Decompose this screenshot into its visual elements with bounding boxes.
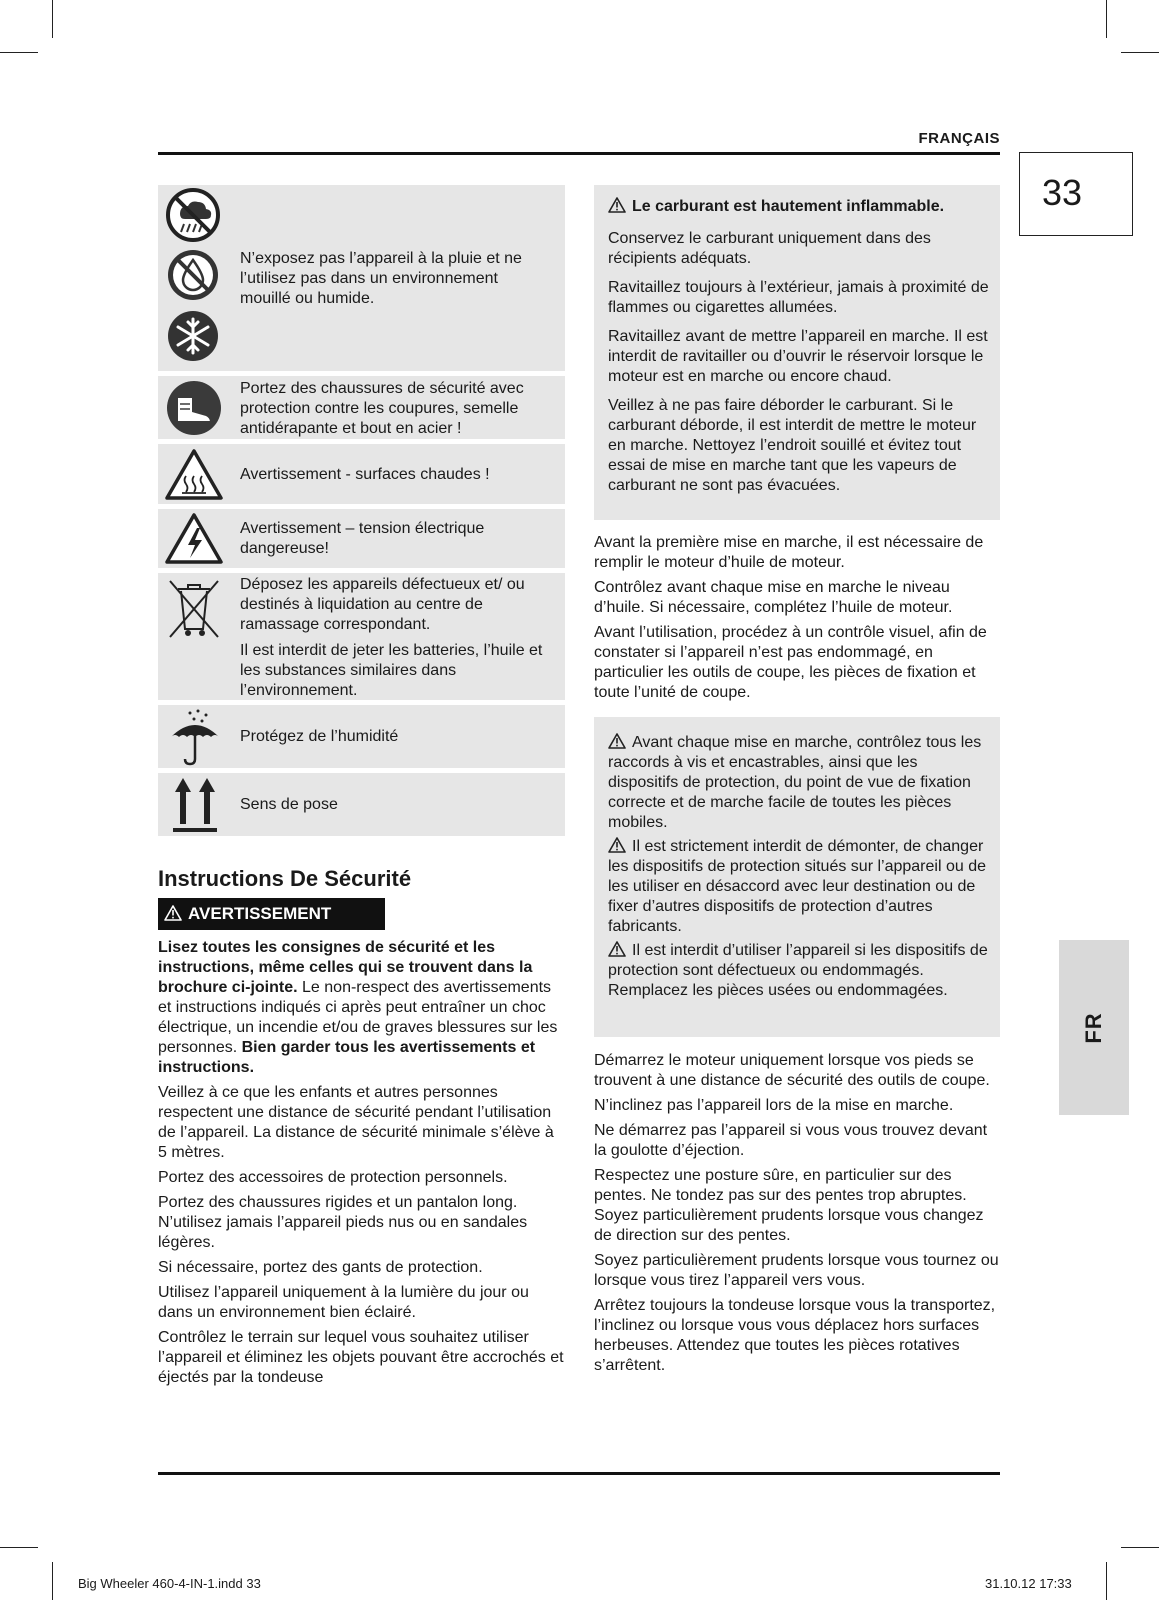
symbol-text: Avertissement – tension électrique dangereuse! <box>240 520 485 557</box>
safety-paragraph: Si nécessaire, portez des gants de protection. <box>158 1259 483 1276</box>
symbol-text: Il est interdit de jeter les batteries, l’huile et les substances similaires dans l’environnement. <box>240 642 543 699</box>
body-paragraph: Contrôlez avant chaque mise en marche le niveau d’huile. Si nécessaire, complétez l’huile de moteur. <box>594 579 953 616</box>
intro-text: Le non-respect des avertissements et instructions indiqués ci après peut entraîner un choc électrique, un incendie et/ou de graves blessures sur les personnes. <box>158 979 558 1056</box>
warning-triangle-icon <box>608 733 626 749</box>
symbol-row-boots <box>158 376 565 439</box>
fuel-box-title-line <box>608 197 990 217</box>
body-paragraph: Soyez particulièrement prudents lorsque vous tournez ou lorsque vous tirez l’appareil vers vous. <box>594 1252 999 1289</box>
no-water-icon <box>166 248 220 302</box>
symbol-row-weather <box>158 185 565 371</box>
top-rule <box>158 152 1000 155</box>
crop-mark <box>52 1562 53 1600</box>
check-item <box>608 941 990 1001</box>
body-paragraph: Arrêtez toujours la tondeuse lorsque vous la transportez, l’inclinez ou lorsque vous vous déplacez hors surfaces herbeuses. Attendez que toutes les pièces rotatives s’arrêtent. <box>594 1297 996 1374</box>
operation-text-column <box>594 1051 1000 1381</box>
body-paragraph: Avant la première mise en marche, il est nécessaire de remplir le moteur d’huile de moteur. <box>594 534 984 571</box>
safety-intro <box>158 938 565 1078</box>
fuel-warning-box <box>594 185 1000 520</box>
bottom-rule <box>158 1472 1000 1475</box>
check-warning-box <box>594 717 1000 1037</box>
crop-mark <box>0 52 38 53</box>
body-paragraph: Respectez une posture sûre, en particulier sur des pentes. Ne tondez pas sur des pentes trop abruptes. Soyez particulièrement prudents lorsque vous changez de direction sur des pentes. <box>594 1167 984 1244</box>
crop-mark <box>52 0 53 38</box>
symbol-row-moisture <box>158 705 565 768</box>
symbol-text: N’exposez pas l’appareil à la pluie et ne l’utilisez pas dans un environnement mouillé ou humide. <box>240 250 522 307</box>
warning-triangle-icon <box>608 197 626 213</box>
page-number: 33 <box>1019 152 1133 236</box>
no-rain-icon <box>166 188 220 242</box>
hot-surface-warning-icon <box>164 448 224 502</box>
safety-boot-icon <box>166 380 222 436</box>
language-header: FRANÇAIS <box>918 130 1000 147</box>
oil-text-column <box>594 533 1000 708</box>
symbol-row-hot-surface <box>158 444 565 504</box>
crop-mark <box>1106 1562 1107 1600</box>
warning-triangle-icon <box>164 905 182 921</box>
fuel-paragraph: Ravitaillez toujours à l’extérieur, jamais à proximité de flammes ou cigarettes allumées. <box>608 279 989 316</box>
symbol-text: Portez des chaussures de sécurité avec protection contre les coupures, semelle antidérapante et bout en acier ! <box>240 380 524 437</box>
safety-paragraph: Utilisez l’appareil uniquement à la lumière du jour ou dans un environnement bien éclairé. <box>158 1284 529 1321</box>
safety-text-column <box>158 938 565 1393</box>
crossed-bin-icon <box>166 575 222 641</box>
fuel-box-title: Le carburant est hautement inflammable. <box>632 198 945 215</box>
crop-mark <box>1106 0 1107 38</box>
warning-triangle-icon <box>608 941 626 957</box>
check-item-text: Il est strictement interdit de démonter, de changer les dispositifs de protection situés sur l’appareil ou de les utiliser en désaccord avec leur destination ou de fixer d’autres dispositifs de protection d’autres fabricants. <box>608 838 986 935</box>
intro-bold-end: Bien garder tous les avertissements et instructions. <box>158 1039 536 1076</box>
symbol-text: Avertissement - surfaces chaudes ! <box>240 466 490 483</box>
crop-mark <box>1121 52 1159 53</box>
fuel-paragraph: Conservez le carburant uniquement dans des récipients adéquats. <box>608 230 931 267</box>
safety-paragraph: Contrôlez le terrain sur lequel vous souhaitez utiliser l’appareil et éliminez les objets pouvant être accrochés et éjectés par la tondeuse <box>158 1329 564 1386</box>
check-item <box>608 837 990 937</box>
check-item <box>608 733 990 833</box>
umbrella-icon <box>168 707 222 767</box>
this-way-up-icon <box>170 776 220 834</box>
symbol-text: Déposez les appareils défectueux et/ ou destinés à liquidation au centre de ramassage correspondant. <box>240 576 525 633</box>
warning-label-bar <box>158 898 385 930</box>
symbol-row-orientation <box>158 773 565 836</box>
footer-date: 31.10.12 17:33 <box>985 1576 1072 1591</box>
warning-label: AVERTISSEMENT <box>188 904 332 923</box>
crop-mark <box>0 1547 38 1548</box>
symbol-row-disposal <box>158 573 565 700</box>
intro-bold: Lisez toutes les consignes de sécurité et les instructions, même celles qui se trouvent dans la brochure ci-jointe. <box>158 939 533 996</box>
check-item-text: Il est interdit d’utiliser l’appareil si les dispositifs de protection sont défectueux ou endommagés. Remplacez les pièces usées ou endommagées. <box>608 942 988 999</box>
no-frost-icon <box>166 309 220 363</box>
safety-paragraph: Portez des accessoires de protection personnels. <box>158 1169 508 1186</box>
section-title: Instructions De Sécurité <box>158 866 412 891</box>
symbol-row-electric <box>158 509 565 568</box>
body-paragraph: N’inclinez pas l’appareil lors de la mise en marche. <box>594 1097 954 1114</box>
safety-paragraph: Veillez à ce que les enfants et autres personnes respectent une distance de sécurité pendant l’utilisation de l’appareil. La distance de sécurité minimale s’élève à 5 mètres. <box>158 1084 554 1161</box>
body-paragraph: Démarrez le moteur uniquement lorsque vos pieds se trouvent à une distance de sécurité des outils de coupe. <box>594 1052 990 1089</box>
side-tab-label: FR <box>1081 1011 1106 1044</box>
symbol-text: Protégez de l’humidité <box>240 728 399 745</box>
warning-triangle-icon <box>608 837 626 853</box>
language-side-tab <box>1059 940 1129 1115</box>
fuel-paragraph: Veillez à ne pas faire déborder le carburant. Si le carburant déborde, il est interdit de mettre le moteur en marche. Nettoyez l’endroit souillé et évitez tout essai de mise en marche tant que les vapeurs de carburant ne sont pas évacuées. <box>608 397 977 494</box>
safety-paragraph: Portez des chaussures rigides et un pantalon long. N’utilisez jamais l’appareil pieds nus ou en sandales légères. <box>158 1194 528 1251</box>
check-item-text: Avant chaque mise en marche, contrôlez tous les raccords à vis et encastrables, ainsi que les dispositifs de protection, du point de vue de fixation correcte et de marche facile de toutes les pièces mobiles. <box>608 734 982 831</box>
electric-shock-warning-icon <box>164 512 224 566</box>
footer-file-info: Big Wheeler 460-4-IN-1.indd 33 <box>78 1576 261 1591</box>
symbol-text: Sens de pose <box>240 796 338 813</box>
body-paragraph: Ne démarrez pas l’appareil si vous vous trouvez devant la goulotte d’éjection. <box>594 1122 988 1159</box>
body-paragraph: Avant l’utilisation, procédez à un contrôle visuel, afin de constater si l’appareil n’est pas endommagé, en particulier les outils de coupe, les pièces de fixation et toute l’unité de coupe. <box>594 624 987 701</box>
fuel-paragraph: Ravitaillez avant de mettre l’appareil en marche. Il est interdit de ravitailler ou d’ouvrir le réservoir lorsque le moteur est en marche ou encore chaud. <box>608 328 988 385</box>
crop-mark <box>1121 1547 1159 1548</box>
